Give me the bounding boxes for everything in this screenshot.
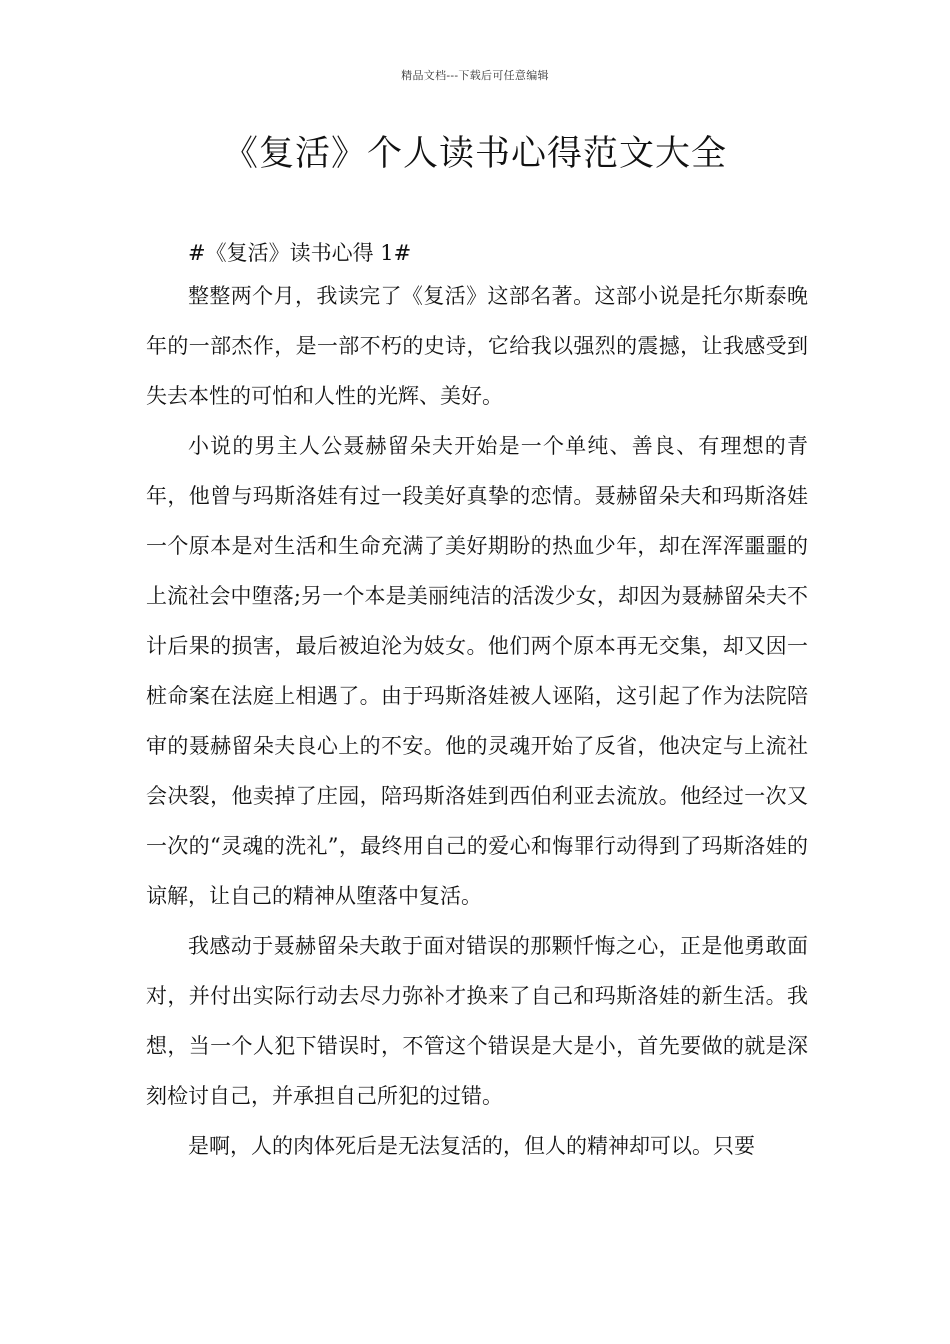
paragraph-2: 小说的男主人公聂赫留朵夫开始是一个单纯、善良、有理想的青年，他曾与玛斯洛娃有过一段美好真挚的恋情。聂赫留朵夫和玛斯洛娃一个原本是对生活和生命充满了美好期盼的热血少年，却在浑浑噩噩的上流社会中堕落;另一个本是美丽纯洁的活泼少女，却因为聂赫留朵夫不计后果的损害，最后被迫沦为妓女。他们两个原本再无交集，却又因一桩命案在法庭上相遇了。由于玛斯洛娃被人诬陷，这引起了作为法院陪审的聂赫留朵夫良心上的不安。他的灵魂开始了反省，他决定与上流社会决裂，他卖掉了庄园，陪玛斯洛娃到西伯利亚去流放。他经过一次又一次的“灵魂的洗礼”，最终用自己的爱心和悔罪行动得到了玛斯洛娃的谅解，让自己的精神从堕落中复活。 <box>146 434 808 908</box>
header-note: 精品文档---下载后可任意编辑 <box>401 69 549 82</box>
document-body <box>146 236 808 1171</box>
paragraph-1: 整整两个月，我读完了《复活》这部名著。这部小说是托尔斯泰晚年的一部杰作，是一部不朽的史诗，它给我以强烈的震撼，让我感受到失去本性的可怕和人性的光辉、美好。 <box>146 284 808 408</box>
section-heading: #《复活》读书心得 1# <box>188 241 412 265</box>
document-title: 《复活》个人读书心得范文大全 <box>222 134 727 174</box>
paragraph-3: 我感动于聂赫留朵夫敢于面对错误的那颗忏悔之心，正是他勇敢面对，并付出实际行动去尽力弥补才换来了自己和玛斯洛娃的新生活。我想，当一个人犯下错误时，不管这个错误是大是小，首先要做的就是深刻检讨自己，并承担自己所犯的过错。 <box>146 934 808 1108</box>
paragraph-4: 是啊，人的肉体死后是无法复活的，但人的精神却可以。只要 <box>188 1134 755 1158</box>
